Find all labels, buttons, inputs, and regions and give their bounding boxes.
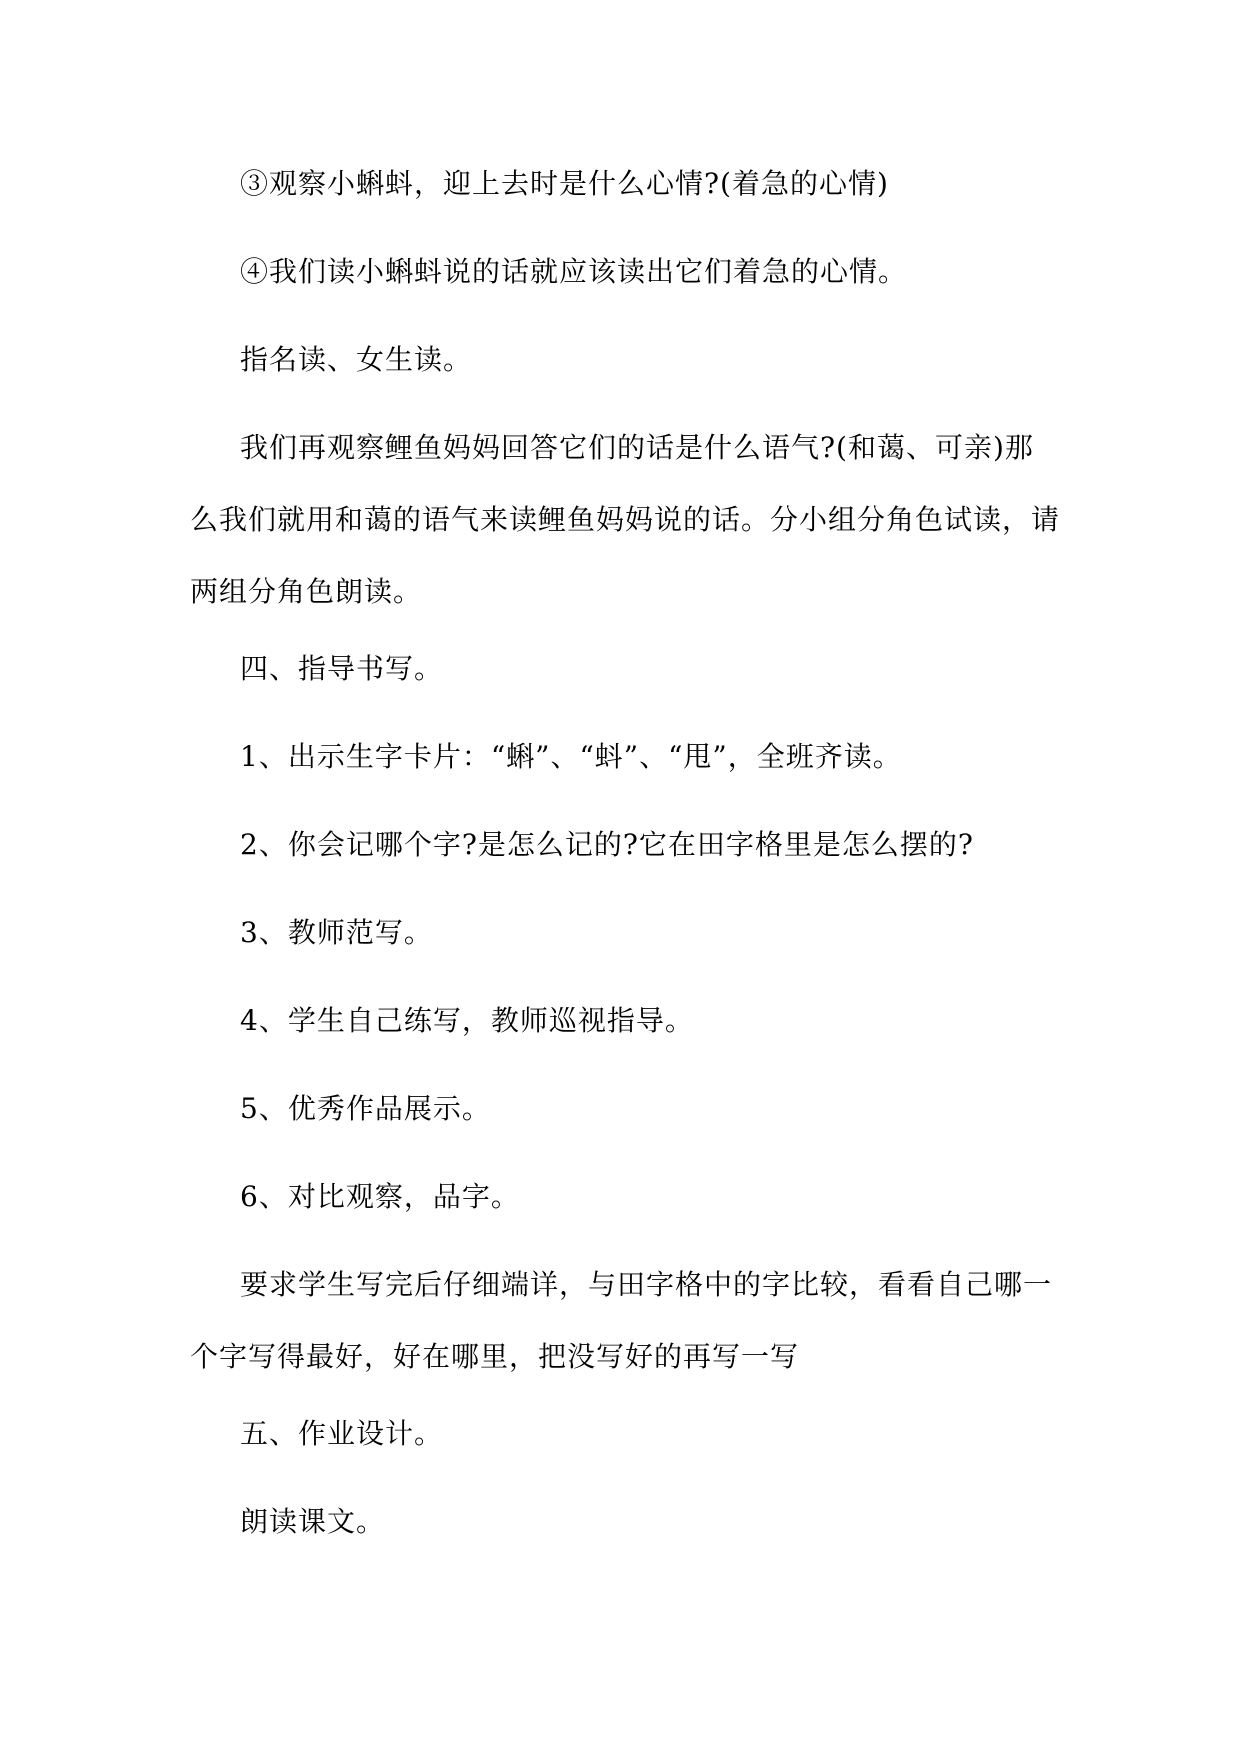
paragraph-show-character-cards: 1、出示生字卡片：“蝌”、“蚪”、“甩”，全班齐读。 (240, 740, 902, 773)
paragraph-teacher-demo: 3、教师范写。 (240, 916, 433, 949)
paragraph-carp-mother-tone: 我们再观察鲤鱼妈妈回答它们的话是什么语气?(和蔼、可亲)那么我们就用和蔼的语气来读鲤鱼妈妈说的话。分小组分角色试读，请两组分角色朗读。 (190, 431, 1061, 608)
paragraph-show-works: 5、优秀作品展示。 (240, 1092, 491, 1125)
heading-homework-design: 五、作业设计。 (240, 1417, 444, 1450)
paragraph-review-writing: 要求学生写完后仔细端详，与田字格中的字比较，看看自己哪一个字写得最好，好在哪里，把没写好的再写一写 (190, 1268, 1053, 1373)
paragraph-how-to-remember: 2、你会记哪个字?是怎么记的?它在田字格里是怎么摆的? (240, 828, 974, 861)
paragraph-named-reading: 指名读、女生读。 (240, 343, 473, 376)
heading-writing-guidance: 四、指导书写。 (240, 652, 444, 685)
paragraph-read-text-aloud: 朗读课文。 (240, 1505, 386, 1538)
paragraph-student-practice: 4、学生自己练写，教师巡视指导。 (240, 1004, 694, 1037)
paragraph-observe-tadpole-mood: ③观察小蝌蚪，迎上去时是什么心情?(着急的心情) (240, 167, 889, 200)
paragraph-compare-observe: 6、对比观察，品字。 (240, 1180, 520, 1213)
paragraph-read-anxious-mood: ④我们读小蝌蚪说的话就应该读出它们着急的心情。 (240, 255, 908, 288)
